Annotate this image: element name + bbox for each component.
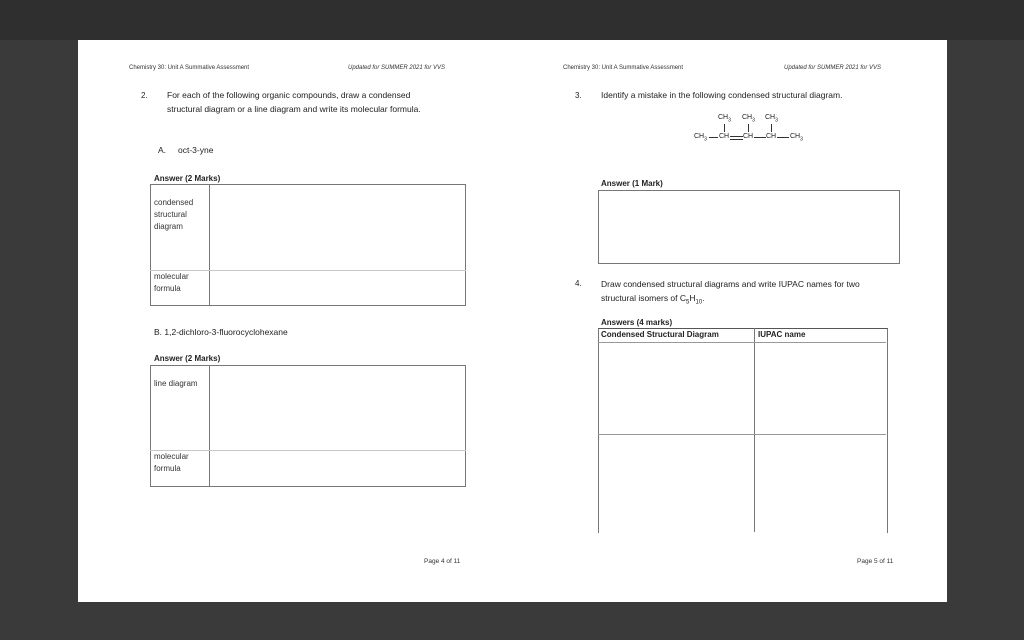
vertical-bond (748, 124, 749, 132)
question-4-isomer2-name-cell[interactable] (755, 435, 885, 531)
diagram-chain-ch-1: CH (719, 133, 730, 140)
left-header-updated: Updated for SUMMER 2021 for VVS (348, 65, 446, 71)
part-a-answer-label: Answer (2 Marks) (154, 174, 221, 183)
diagram-top-ch3-3: $CH_3$ (765, 114, 778, 124)
document-spread (78, 40, 947, 602)
diagram-top-ch3-2: $CH_3$ (742, 114, 755, 124)
question-4-isomer1-name-cell[interactable] (755, 343, 885, 433)
q4-text-prefix: structural isomers of C (601, 293, 687, 303)
row-label-line: formula (154, 464, 181, 473)
single-bond (777, 137, 789, 138)
q4-formula-h: H (689, 293, 696, 303)
q4-formula-subscript-h: 10 (695, 299, 703, 306)
part-b-letter: B. (154, 327, 163, 337)
question-3-answer-box[interactable] (598, 190, 900, 264)
single-bond (754, 137, 766, 138)
double-bond-upper (730, 136, 743, 137)
row-label-line: condensed (154, 198, 194, 207)
question-3-text: Identify a mistake in the following condensed structural diagram. (601, 90, 843, 100)
row-label-line: structural (154, 210, 187, 219)
question-4-answer-label: Answers (4 marks) (601, 318, 673, 327)
viewer-top-strip (0, 0, 1024, 40)
part-b-label (154, 325, 288, 339)
question-2-number: 2. (141, 91, 148, 100)
part-a-letter: A. (158, 145, 167, 155)
part-a-molecular-formula-cell[interactable] (210, 271, 465, 305)
diagram-chain-ch3-right: $CH_3$ (790, 133, 803, 143)
part-b-molecular-formula-cell[interactable] (210, 451, 465, 486)
row-label-line: line diagram (154, 379, 198, 388)
question-4-number: 4. (575, 279, 582, 288)
vertical-bond (724, 124, 725, 132)
question-2-line2: structural diagram or a line diagram and write its molecular formula. (167, 104, 421, 114)
question-3-answer-label: Answer (1 Mark) (601, 179, 663, 188)
diagram-chain-ch-2: CH (743, 133, 754, 140)
question-4-text (601, 277, 901, 310)
question-4-isomer2-diagram-cell[interactable] (599, 435, 753, 531)
part-b-answer-label: Answer (2 Marks) (154, 354, 221, 363)
part-a-row2-label (154, 271, 189, 295)
double-bond-lower (730, 139, 743, 140)
question-4-isomer1-diagram-cell[interactable] (599, 343, 753, 433)
left-page-footer: Page 4 of 11 (424, 558, 461, 565)
right-header-updated: Updated for SUMMER 2021 for VVS (784, 65, 882, 71)
left-header-title: Chemistry 30: Unit A Summative Assessment (129, 65, 250, 71)
part-b-row1-label (154, 378, 198, 390)
part-b-compound: 1,2-dichloro-3-fluorocyclohexane (164, 327, 288, 337)
part-a-compound: oct-3-yne (178, 145, 214, 155)
question-4-col1-header: Condensed Structural Diagram (601, 330, 719, 339)
row-label-line: molecular (154, 452, 189, 461)
q4-formula-subscript-c: 5 (686, 299, 690, 306)
row-label-line: diagram (154, 222, 183, 231)
right-header-title: Chemistry 30: Unit A Summative Assessment (563, 65, 684, 71)
part-a-row1-label (154, 197, 193, 233)
diagram-top-ch3-1: $CH_3$ (718, 114, 731, 124)
question-4-col2-header: IUPAC name (758, 330, 806, 339)
vertical-bond (771, 124, 772, 132)
question-3-number: 3. (575, 91, 582, 100)
row-label-line: formula (154, 284, 181, 293)
question-2-line1: For each of the following organic compounds, draw a condensed (167, 90, 411, 100)
single-bond (709, 137, 718, 138)
question-4-line1: Draw condensed structural diagrams and write IUPAC names for two (601, 279, 860, 289)
diagram-chain-ch3-left: $CH_3$ (694, 133, 707, 143)
diagram-chain-ch-3: CH (766, 133, 777, 140)
q4-text-suffix: . (702, 293, 705, 303)
part-b-row2-label (154, 451, 189, 475)
part-b-line-diagram-cell[interactable] (210, 366, 465, 449)
part-a-condensed-diagram-cell[interactable] (210, 185, 465, 269)
q3-structural-diagram (690, 113, 820, 149)
right-page-footer: Page 5 of 11 (857, 558, 894, 565)
question-4-line2 (601, 291, 901, 310)
question-2-text (167, 88, 487, 116)
row-label-line: molecular (154, 272, 189, 281)
